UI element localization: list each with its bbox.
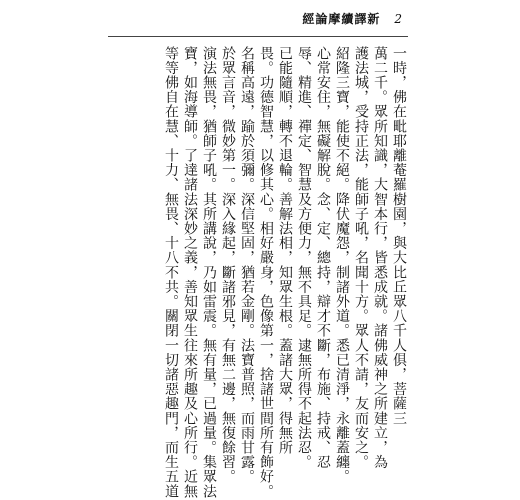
page-number: 2 <box>394 12 402 26</box>
running-header <box>302 10 402 27</box>
text-line-1: 一時，佛在毗耶離菴羅樹園，與大比丘眾八千人俱，菩薩三 <box>391 46 407 426</box>
text-line-11: 演法無畏，猶師子吼。其所講說，乃如雷震。無有量，已過量。集眾法 <box>201 46 217 499</box>
text-line-2: 萬二千。眾所知識，大智本行，皆悉成就。諸佛威神之所建立，為 <box>372 46 388 470</box>
vertical-text-block <box>161 46 408 499</box>
text-line-6: 辱、精進、禪定、智慧及方便力，無不具足。逮無所得不起法忍。 <box>296 46 312 470</box>
header-divider <box>108 36 408 37</box>
text-line-8: 畏。功德智慧，以修其心。相好嚴身，色像第一，捨諸世間所有飾好。 <box>258 46 274 499</box>
header-title: 經論摩續譯新 <box>302 12 381 26</box>
text-line-5: 心常安住，無礙解脫。念、定、總持，辯才不斷，布施、持戒、忍 <box>315 46 331 470</box>
text-line-10: 於眾言音，微妙第一。深入緣起，斷諸邪見，有無二邊，無復餘習。 <box>220 46 236 484</box>
text-line-3: 護法城，受持正法，能師子吼，名聞十方。眾人不請，友而安之。 <box>353 46 369 470</box>
text-line-12: 寶，如海導師。了達諸法深妙之義，善知眾生往來所趣及心所行。近無 <box>182 46 198 499</box>
text-line-13: 等等佛自在慧、十力、無畏、十八不共。關閉一切諸惡趣門，而生五道 <box>163 46 179 499</box>
text-line-7: 已能隨順，轉不退輪。善解法相，知眾生根。蓋諸大眾，得無所 <box>277 46 293 455</box>
text-line-4: 紹隆三寶，能使不絕。降伏魔怨，制諸外道。悉已清淨，永離蓋纏。 <box>334 46 350 484</box>
text-line-9: 名稱高遠，踰於須彌。深信堅固，猶若金剛。法寶普照，而雨甘露。 <box>239 46 255 484</box>
